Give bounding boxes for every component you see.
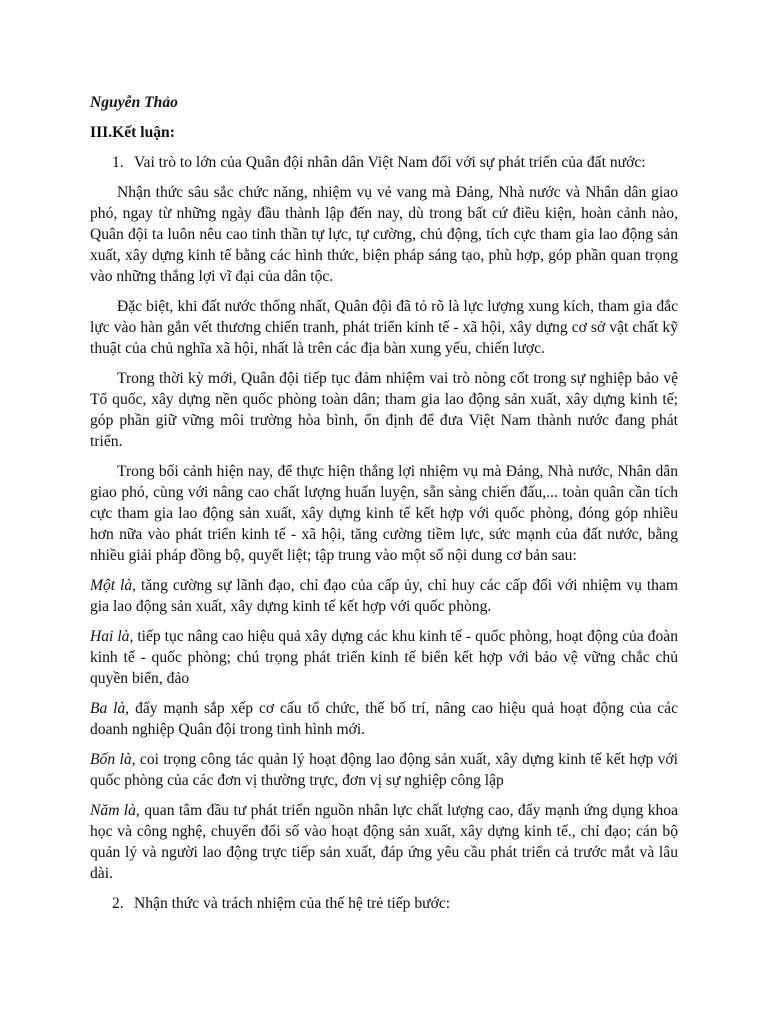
- paragraph: Đặc biệt, khi đất nước thống nhất, Quân đội đã tỏ rõ là lực lượng xung kích, tham gia đắc lực vào hàn gắn vết thương chiến tranh, phát triển kinh tế - xã hội, xây dựng cơ sở vật chất kỹ thuật của chủ nghĩa xã hội, nhất là trên các địa bàn xung yếu, chiến lược.: [90, 298, 678, 357]
- point-one: [90, 575, 678, 617]
- point-five: [90, 800, 678, 884]
- item-number: 2.: [112, 895, 124, 912]
- numbered-item-1: [90, 152, 678, 173]
- paragraph: Trong thời kỳ mới, Quân đội tiếp tục đảm nhiệm vai trò nòng cốt trong sự nghiệp bảo vệ Tổ quốc, xây dựng nền quốc phòng toàn dân; tham gia lao động sản xuất, xây dựng kinh tế; góp phần giữ vững môi trường hòa bình, ổn định để đưa Việt Nam thành nước đang phát triển.: [90, 370, 678, 450]
- item-number: 1.: [112, 154, 124, 171]
- point-text: tiếp tục nâng cao hiệu quả xây dựng các khu kinh tế - quốc phòng, hoạt động của đoàn kinh tế - quốc phòng; chú trọng phát triển kinh tế biển kết hợp với bảo vệ vững chắc chủ quyền biển, đảo: [90, 628, 678, 687]
- point-text: quan tâm đầu tư phát triển nguồn nhân lực chất lượng cao, đẩy mạnh ứng dụng khoa học và công nghệ, chuyển đổi số vào hoạt động sản xuất, xây dựng kinh tế., chỉ đạo; cán bộ quản lý và người lao động trực tiếp sản xuất, đáp ứng yêu cầu phát triển cả trước mắt và lâu dài.: [90, 802, 679, 882]
- point-text: đẩy mạnh sắp xếp cơ cấu tổ chức, thế bố trí, nâng cao hiệu quả hoạt động của các doanh nghiệp Quân đội trong tình hình mới.: [90, 700, 679, 738]
- point-two: [90, 626, 678, 689]
- point-label: Năm là,: [90, 802, 140, 819]
- point-label: Bốn là,: [90, 751, 136, 768]
- point-label: Ba là,: [90, 700, 130, 717]
- point-text: coi trọng công tác quản lý hoạt động lao động sản xuất, xây dựng kinh tế kết hợp với quốc phòng của các đơn vị thường trực, đơn vị sự nghiệp công lập: [90, 751, 679, 789]
- point-three: [90, 698, 678, 740]
- numbered-item-2: [90, 893, 678, 914]
- point-label: Một là,: [90, 577, 137, 594]
- paragraph: Nhận thức sâu sắc chức năng, nhiệm vụ vẻ vang mà Đảng, Nhà nước và Nhân dân giao phó, ngay từ những ngày đầu thành lập đến nay, dù trong bất cứ điều kiện, hoàn cảnh nào, Quân đội ta luôn nêu cao tinh thần tự lực, tự cường, chủ động, tích cực tham gia lao động sản xuất, xây dựng kinh tế bằng các hình thức, biện pháp sáng tạo, phù hợp, góp phần quan trọng vào những thắng lợi vĩ đại của dân tộc.: [90, 184, 678, 285]
- section-heading: III.Kết luận:: [90, 124, 175, 141]
- point-text: tăng cường sự lãnh đạo, chỉ đạo của cấp ủy, chỉ huy các cấp đối với nhiệm vụ tham gia lao động sản xuất, xây dựng kinh tế kết hợp với quốc phòng.: [90, 577, 678, 615]
- point-label: Hai là,: [90, 628, 134, 645]
- paragraph: Trong bối cảnh hiện nay, để thực hiện thắng lợi nhiệm vụ mà Đảng, Nhà nước, Nhân dân giao phó, cùng với nâng cao chất lượng huấn luyện, sẵn sàng chiến đấu,... toàn quân cần tích cực tham gia lao động sản xuất, xây dựng kinh tế kết hợp với quốc phòng, đóng góp nhiều hơn nữa vào phát triển kinh tế - xã hội, tăng cường tiềm lực, sức mạnh của đất nước, bằng nhiều giải pháp đồng bộ, quyết liệt; tập trung vào một số nội dung cơ bản sau:: [90, 463, 678, 564]
- item-text: Vai trò to lớn của Quân đội nhân dân Việt Nam đối với sự phát triển của đất nước:: [134, 154, 646, 171]
- document-page: [90, 92, 678, 923]
- item-text: Nhận thức và trách nhiệm của thế hệ trẻ tiếp bước:: [134, 895, 451, 912]
- point-four: [90, 749, 678, 791]
- author-name: Nguyễn Thảo: [90, 94, 178, 111]
